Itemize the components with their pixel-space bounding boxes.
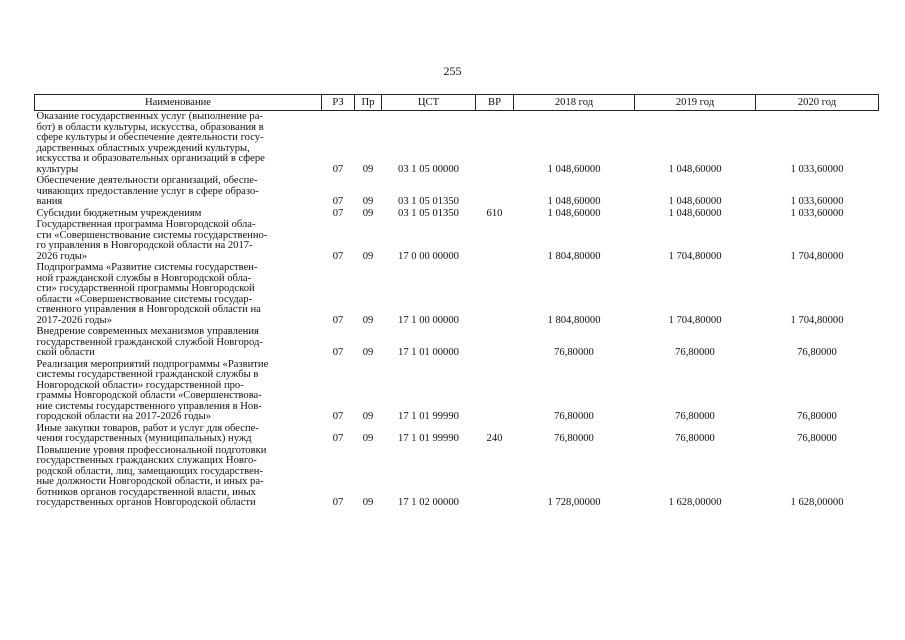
row-name-line: родской области, лиц, замещающих государствен- bbox=[36, 465, 263, 477]
row-cst: 17 1 01 00000 bbox=[398, 347, 459, 358]
row-vr bbox=[476, 445, 514, 509]
row-2019: 76,80000 bbox=[675, 411, 715, 422]
row-rz: 07 bbox=[332, 433, 344, 444]
row-name-line: государственной гражданской службой Новгород- bbox=[36, 336, 263, 348]
row-name-line: ной гражданской службы в Новгородской обла- bbox=[36, 272, 252, 284]
row-name-line: дарственных областных учреждений культуры, bbox=[36, 142, 250, 154]
row-name bbox=[35, 423, 322, 445]
row-cst: 03 1 05 01350 bbox=[398, 207, 459, 219]
header-2020: 2020 год bbox=[756, 95, 879, 111]
row-name-line: области «Совершенствование системы государ- bbox=[36, 293, 253, 305]
row-name-line: Повышение уровня профессиональной подготовки bbox=[36, 444, 267, 456]
row-pr: 09 bbox=[362, 314, 374, 326]
row-vr: 240 bbox=[486, 433, 503, 444]
row-cst: 17 1 00 00000 bbox=[398, 314, 459, 326]
row-pr: 09 bbox=[362, 433, 374, 444]
row-cst: 03 1 05 00000 bbox=[398, 163, 459, 175]
row-name bbox=[35, 111, 322, 176]
row-2019: 1 628,00000 bbox=[668, 497, 722, 508]
row-2020: 76,80000 bbox=[797, 433, 837, 444]
row-2020: 1 033,60000 bbox=[790, 207, 844, 219]
row-2019: 1 048,60000 bbox=[668, 163, 722, 175]
row-name-line: Оказание государственных услуг (выполнение ра- bbox=[36, 111, 263, 122]
row-2018: 76,80000 bbox=[554, 433, 594, 444]
header-vr: ВР bbox=[476, 95, 514, 111]
row-rz: 07 bbox=[332, 250, 344, 262]
row-2020: 1 033,60000 bbox=[790, 196, 844, 207]
row-name-line: Новгородской области» государственной про- bbox=[36, 379, 244, 391]
header-cst: ЦСТ bbox=[382, 95, 476, 111]
header-rz: РЗ bbox=[322, 95, 355, 111]
table-row bbox=[35, 208, 879, 220]
row-2018: 1 048,60000 bbox=[547, 207, 601, 219]
row-2019: 76,80000 bbox=[675, 433, 715, 444]
table-header-row bbox=[35, 95, 879, 111]
row-name-line: сти «Совершенствование системы государственно- bbox=[36, 229, 268, 241]
row-name-line: ской области bbox=[36, 347, 95, 358]
row-2018: 1 804,80000 bbox=[547, 250, 601, 262]
row-cst: 17 1 02 00000 bbox=[398, 497, 459, 508]
row-vr bbox=[476, 359, 514, 423]
row-name-line: сфере культуры и обеспечение деятельности госу- bbox=[36, 132, 264, 143]
row-rz: 07 bbox=[332, 411, 344, 422]
row-2018: 1 728,00000 bbox=[547, 497, 601, 508]
header-2019: 2019 год bbox=[635, 95, 756, 111]
row-name-line: чения государственных (муниципальных) нужд bbox=[36, 433, 252, 444]
row-cst: 17 0 00 00000 bbox=[398, 250, 459, 262]
row-2020: 1 704,80000 bbox=[790, 250, 844, 262]
row-name-line: сти» государственной программы Новгородской bbox=[36, 283, 255, 294]
row-2018: 1 048,60000 bbox=[547, 196, 601, 207]
row-rz: 07 bbox=[332, 497, 344, 508]
row-cst: 03 1 05 01350 bbox=[398, 196, 459, 207]
row-name-line: чивающих предоставление услуг в сфере образо- bbox=[36, 185, 259, 197]
row-name-line: бот) в области культуры, искусства, образования в bbox=[36, 121, 264, 133]
row-name-line: 2026 годы» bbox=[36, 250, 88, 262]
row-2020: 76,80000 bbox=[797, 411, 837, 422]
row-name bbox=[35, 326, 322, 359]
row-rz: 07 bbox=[332, 347, 344, 358]
row-cst: 17 1 01 99990 bbox=[398, 411, 459, 422]
row-pr: 09 bbox=[362, 196, 374, 207]
row-name-line: искусства и образовательных организаций в сфере bbox=[36, 153, 265, 164]
table-row bbox=[35, 111, 879, 176]
row-name bbox=[35, 359, 322, 423]
row-name-line: Иные закупки товаров, работ и услуг для обеспе- bbox=[36, 422, 259, 434]
row-pr: 09 bbox=[362, 207, 374, 219]
row-vr bbox=[476, 175, 514, 208]
page-number: 255 bbox=[443, 64, 462, 78]
row-name-line: Внедрение современных механизмов управления bbox=[36, 326, 259, 337]
row-vr bbox=[476, 326, 514, 359]
row-2018: 76,80000 bbox=[554, 411, 594, 422]
budget-table bbox=[34, 94, 879, 509]
row-vr: 610 bbox=[486, 207, 503, 219]
header-2018: 2018 год bbox=[514, 95, 635, 111]
table-row bbox=[35, 445, 879, 509]
row-cst: 17 1 01 99990 bbox=[398, 433, 459, 444]
row-name-line: культуры bbox=[36, 163, 79, 175]
row-rz: 07 bbox=[332, 196, 344, 207]
row-name-line: городской области на 2017-2026 годы» bbox=[36, 411, 211, 422]
row-2020: 76,80000 bbox=[797, 347, 837, 358]
row-name-line: ственного управления в Новгородской области на bbox=[36, 304, 261, 315]
row-name-line: Подпрограмма «Развитие системы государствен- bbox=[36, 262, 258, 273]
row-2020: 1 033,60000 bbox=[790, 163, 844, 175]
row-name bbox=[35, 445, 322, 509]
row-2019: 1 048,60000 bbox=[668, 196, 722, 207]
row-name-line: Государственная программа Новгородской обла- bbox=[36, 219, 256, 230]
row-2019: 1 704,80000 bbox=[668, 250, 722, 262]
row-name-line: ные должности Новгородской области, и иных ра- bbox=[36, 476, 264, 487]
row-name-line: го управления в Новгородской области на 2017- bbox=[36, 240, 253, 251]
row-name-line: граммы Новгородской области «Совершенствова- bbox=[36, 390, 262, 401]
row-name-line: Реализация мероприятий подпрограммы «Развитие bbox=[36, 358, 269, 370]
table-row bbox=[35, 359, 879, 423]
row-rz: 07 bbox=[332, 163, 344, 175]
row-pr: 09 bbox=[362, 250, 374, 262]
row-2018: 1 804,80000 bbox=[547, 314, 601, 326]
row-vr bbox=[476, 111, 514, 176]
row-name-line: Субсидии бюджетным учреждениям bbox=[36, 207, 202, 219]
row-vr bbox=[476, 219, 514, 262]
row-pr: 09 bbox=[362, 347, 374, 358]
table-row bbox=[35, 262, 879, 326]
row-pr: 09 bbox=[362, 163, 374, 175]
table-row bbox=[35, 423, 879, 445]
row-rz: 07 bbox=[332, 207, 344, 219]
row-pr: 09 bbox=[362, 497, 374, 508]
row-rz: 07 bbox=[332, 314, 344, 326]
row-2018: 1 048,60000 bbox=[547, 163, 601, 175]
table-row bbox=[35, 326, 879, 359]
row-name-line: Обеспечение деятельности организаций, обеспе- bbox=[36, 175, 258, 186]
row-name bbox=[35, 219, 322, 262]
row-2019: 1 048,60000 bbox=[668, 207, 722, 219]
row-name bbox=[35, 262, 322, 326]
row-2019: 1 704,80000 bbox=[668, 314, 722, 326]
row-2019: 76,80000 bbox=[675, 347, 715, 358]
row-name-line: ние системы государственного управления в Нов- bbox=[36, 400, 262, 412]
row-name-line: системы государственной гражданской службы в bbox=[36, 369, 259, 380]
table-body bbox=[35, 111, 879, 509]
row-name-line: ботников органов государственной власти, иных bbox=[36, 486, 256, 498]
row-2020: 1 628,00000 bbox=[790, 497, 844, 508]
row-name-line: государственных гражданских служащих Новго- bbox=[36, 455, 257, 466]
row-name-line: вания bbox=[36, 196, 63, 207]
header-pr: Пр bbox=[355, 95, 382, 111]
table-row bbox=[35, 175, 879, 208]
table-row bbox=[35, 219, 879, 262]
row-name bbox=[35, 175, 322, 208]
row-pr: 09 bbox=[362, 411, 374, 422]
row-vr bbox=[476, 262, 514, 326]
header-name: Наименование bbox=[35, 95, 322, 111]
row-name-line: 2017-2026 годы» bbox=[36, 314, 112, 326]
row-name bbox=[35, 208, 322, 220]
row-name-line: государственных органов Новгородской области bbox=[36, 497, 256, 508]
row-2020: 1 704,80000 bbox=[790, 314, 844, 326]
row-2018: 76,80000 bbox=[554, 347, 594, 358]
